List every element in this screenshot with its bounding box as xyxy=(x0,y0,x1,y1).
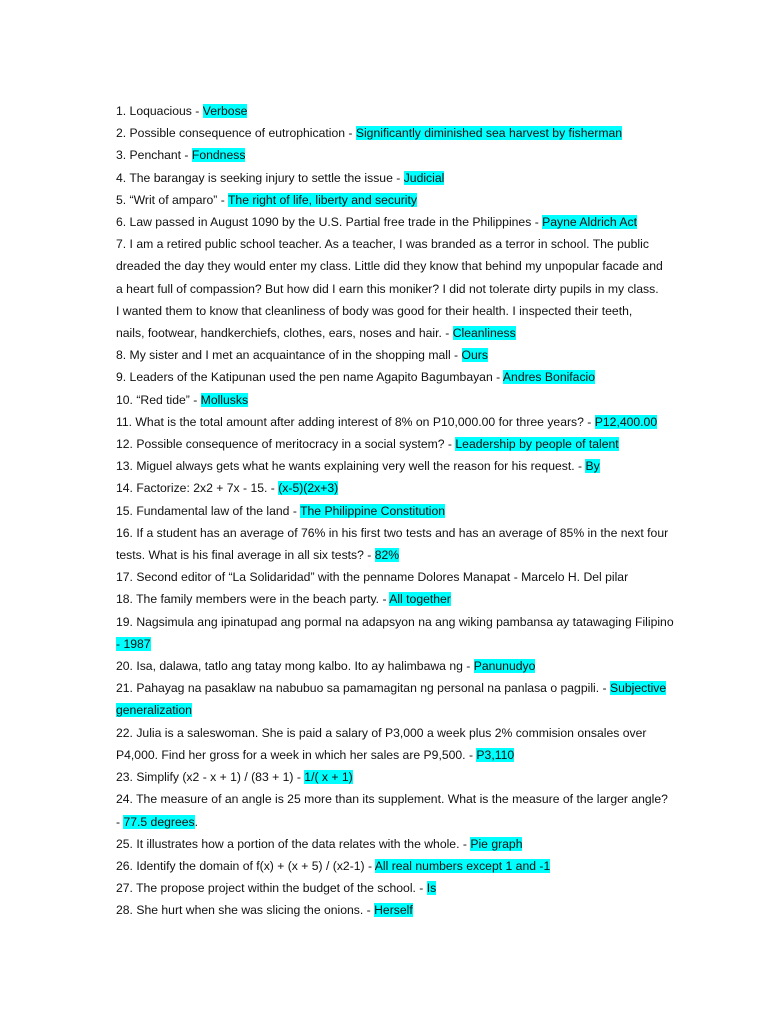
highlighted-answer: Leadership by people of talent xyxy=(455,437,619,452)
question-text: - xyxy=(116,814,124,829)
question-text: 18. The family members were in the beach party. - xyxy=(116,592,390,607)
highlighted-answer: 1/( x + 1) xyxy=(304,770,353,785)
question-line xyxy=(116,189,688,211)
question-text: 21. Pahayag na pasaklaw na nabubuo sa pamamagitan ng personal na panlasa o pagpili. - xyxy=(116,681,610,696)
question-text: 16. If a student has an average of 76% in his first two tests and has an average of 85% in the next four xyxy=(116,525,669,540)
highlighted-answer: - 1987 xyxy=(116,636,151,651)
question-line xyxy=(116,811,688,833)
question-text: 10. “Red tide” - xyxy=(116,392,201,407)
question-line xyxy=(116,100,688,122)
question-text: 11. What is the total amount after adding interest of 8% on P10,000.00 for three years? - xyxy=(116,414,595,429)
question-text: 25. It illustrates how a portion of the data relates with the whole. - xyxy=(116,836,471,851)
question-text: 8. My sister and I met an acquaintance of in the shopping mall - xyxy=(116,348,462,363)
question-line xyxy=(116,833,688,855)
highlighted-answer: Panunudyo xyxy=(473,659,536,674)
question-line xyxy=(116,322,688,344)
question-line xyxy=(116,566,688,588)
question-line xyxy=(116,433,688,455)
question-line xyxy=(116,522,688,544)
question-text: 9. Leaders of the Katipunan used the pen name Agapito Bagumbayan - xyxy=(116,370,503,385)
question-text: 15. Fundamental law of the land - xyxy=(116,503,301,518)
highlighted-answer: The right of life, liberty and security xyxy=(227,192,417,207)
question-text: dreaded the day they would enter my class. Little did they know that behind my unpopular facade and xyxy=(116,259,663,274)
question-line xyxy=(116,167,688,189)
question-line xyxy=(116,699,688,721)
highlighted-answer: Herself xyxy=(374,903,413,918)
question-text: 23. Simplify (x2 - x + 1) / (83 + 1) - xyxy=(116,770,305,785)
highlighted-answer: 82% xyxy=(374,548,400,563)
question-text: 28. She hurt when she was slicing the onions. - xyxy=(116,903,375,918)
trailing-text: . xyxy=(194,814,198,829)
highlighted-answer: Fondness xyxy=(191,148,246,163)
highlighted-answer: All real numbers except 1 and -1 xyxy=(374,858,551,873)
question-line xyxy=(116,677,688,699)
question-text: 1. Loquacious - xyxy=(116,104,203,118)
question-line xyxy=(116,211,688,233)
question-text: a heart full of compassion? But how did I earn this moniker? I did not tolerate dirty pupils in my class. xyxy=(116,281,659,296)
question-text: 14. Factorize: 2x2 + 7x - 15. - xyxy=(116,481,279,496)
question-line xyxy=(116,766,688,788)
highlighted-answer: (x-5)(2x+3) xyxy=(278,481,339,496)
question-line xyxy=(116,366,688,388)
highlighted-answer: The Philippine Constitution xyxy=(300,503,446,518)
question-text: 6. Law passed in August 1090 by the U.S. Partial free trade in the Philippines - xyxy=(116,215,543,230)
question-text: 2. Possible consequence of eutrophication - xyxy=(116,126,356,141)
question-text: I wanted them to know that cleanliness of body was good for their health. I inspected their teeth, xyxy=(116,303,633,318)
highlighted-answer: Mollusks xyxy=(200,392,249,407)
highlighted-answer: Cleanliness xyxy=(452,326,516,341)
question-text: 5. “Writ of amparo” - xyxy=(116,192,228,207)
question-line xyxy=(116,455,688,477)
question-line xyxy=(116,655,688,677)
question-text: 17. Second editor of “La Solidaridad” with the penname Dolores Manapat - Marcelo H. Del pilar xyxy=(116,570,629,585)
question-text: 26. Identify the domain of f(x) + (x + 5) / (x2-1) - xyxy=(116,858,375,873)
question-line xyxy=(116,788,688,810)
question-line xyxy=(116,877,688,899)
question-line xyxy=(116,899,688,921)
highlighted-answer: All together xyxy=(389,592,451,607)
question-text: 7. I am a retired public school teacher. As a teacher, I was branded as a terror in school. The public xyxy=(116,237,649,252)
question-line xyxy=(116,477,688,499)
highlighted-answer: Pie graph xyxy=(470,836,523,851)
question-line xyxy=(116,744,688,766)
question-text: 19. Nagsimula ang ipinatupad ang pormal na adapsyon na ang wiking pambansa ay tatawaging Filipino xyxy=(116,614,674,629)
question-text: 13. Miguel always gets what he wants explaining very well the reason for his request. - xyxy=(116,459,586,474)
question-line xyxy=(116,255,688,277)
highlighted-answer: generalization xyxy=(116,703,192,718)
question-line xyxy=(116,344,688,366)
highlighted-answer: 77.5 degrees xyxy=(123,814,195,829)
question-line xyxy=(116,144,688,166)
question-line xyxy=(116,588,688,610)
question-line xyxy=(116,233,688,255)
question-text: P4,000. Find her gross for a week in which her sales are P9,500. - xyxy=(116,747,477,762)
highlighted-answer: Subjective xyxy=(609,681,667,696)
question-text: nails, footwear, handkerchiefs, clothes, ears, noses and hair. - xyxy=(116,326,453,341)
highlighted-answer: P3,110 xyxy=(476,747,515,762)
highlighted-answer: Significantly diminished sea harvest by fisherman xyxy=(355,126,623,141)
highlighted-answer: By xyxy=(585,459,600,474)
question-line xyxy=(116,855,688,877)
question-text: 24. The measure of an angle is 25 more than its supplement. What is the measure of the larger angle? xyxy=(116,792,668,807)
highlighted-answer: Ours xyxy=(461,348,488,363)
highlighted-answer: Andres Bonifacio xyxy=(502,370,596,385)
question-text: 4. The barangay is seeking injury to settle the issue - xyxy=(116,170,404,185)
question-line xyxy=(116,633,688,655)
highlighted-answer: Verbose xyxy=(202,104,248,118)
question-text: 3. Penchant - xyxy=(116,148,192,163)
question-line xyxy=(116,611,688,633)
highlighted-answer: Judicial xyxy=(403,170,445,185)
question-text: 22. Julia is a saleswoman. She is paid a salary of P3,000 a week plus 2% commision onsales over xyxy=(116,725,647,740)
question-text: 20. Isa, dalawa, tatlo ang tatay mong kalbo. Ito ay halimbawa ng - xyxy=(116,659,474,674)
question-text: 27. The propose project within the budget of the school. - xyxy=(116,881,427,896)
question-line xyxy=(116,300,688,322)
question-line xyxy=(116,544,688,566)
question-line xyxy=(116,278,688,300)
question-text: 12. Possible consequence of meritocracy in a social system? - xyxy=(116,437,456,452)
question-line xyxy=(116,411,688,433)
question-line xyxy=(116,122,688,144)
question-line xyxy=(116,722,688,744)
question-line xyxy=(116,500,688,522)
highlighted-answer: Payne Aldrich Act xyxy=(542,215,637,230)
question-line xyxy=(116,389,688,411)
question-text: tests. What is his final average in all six tests? - xyxy=(116,548,375,563)
highlighted-answer: P12,400.00 xyxy=(594,414,658,429)
highlighted-answer: Is xyxy=(426,881,437,896)
